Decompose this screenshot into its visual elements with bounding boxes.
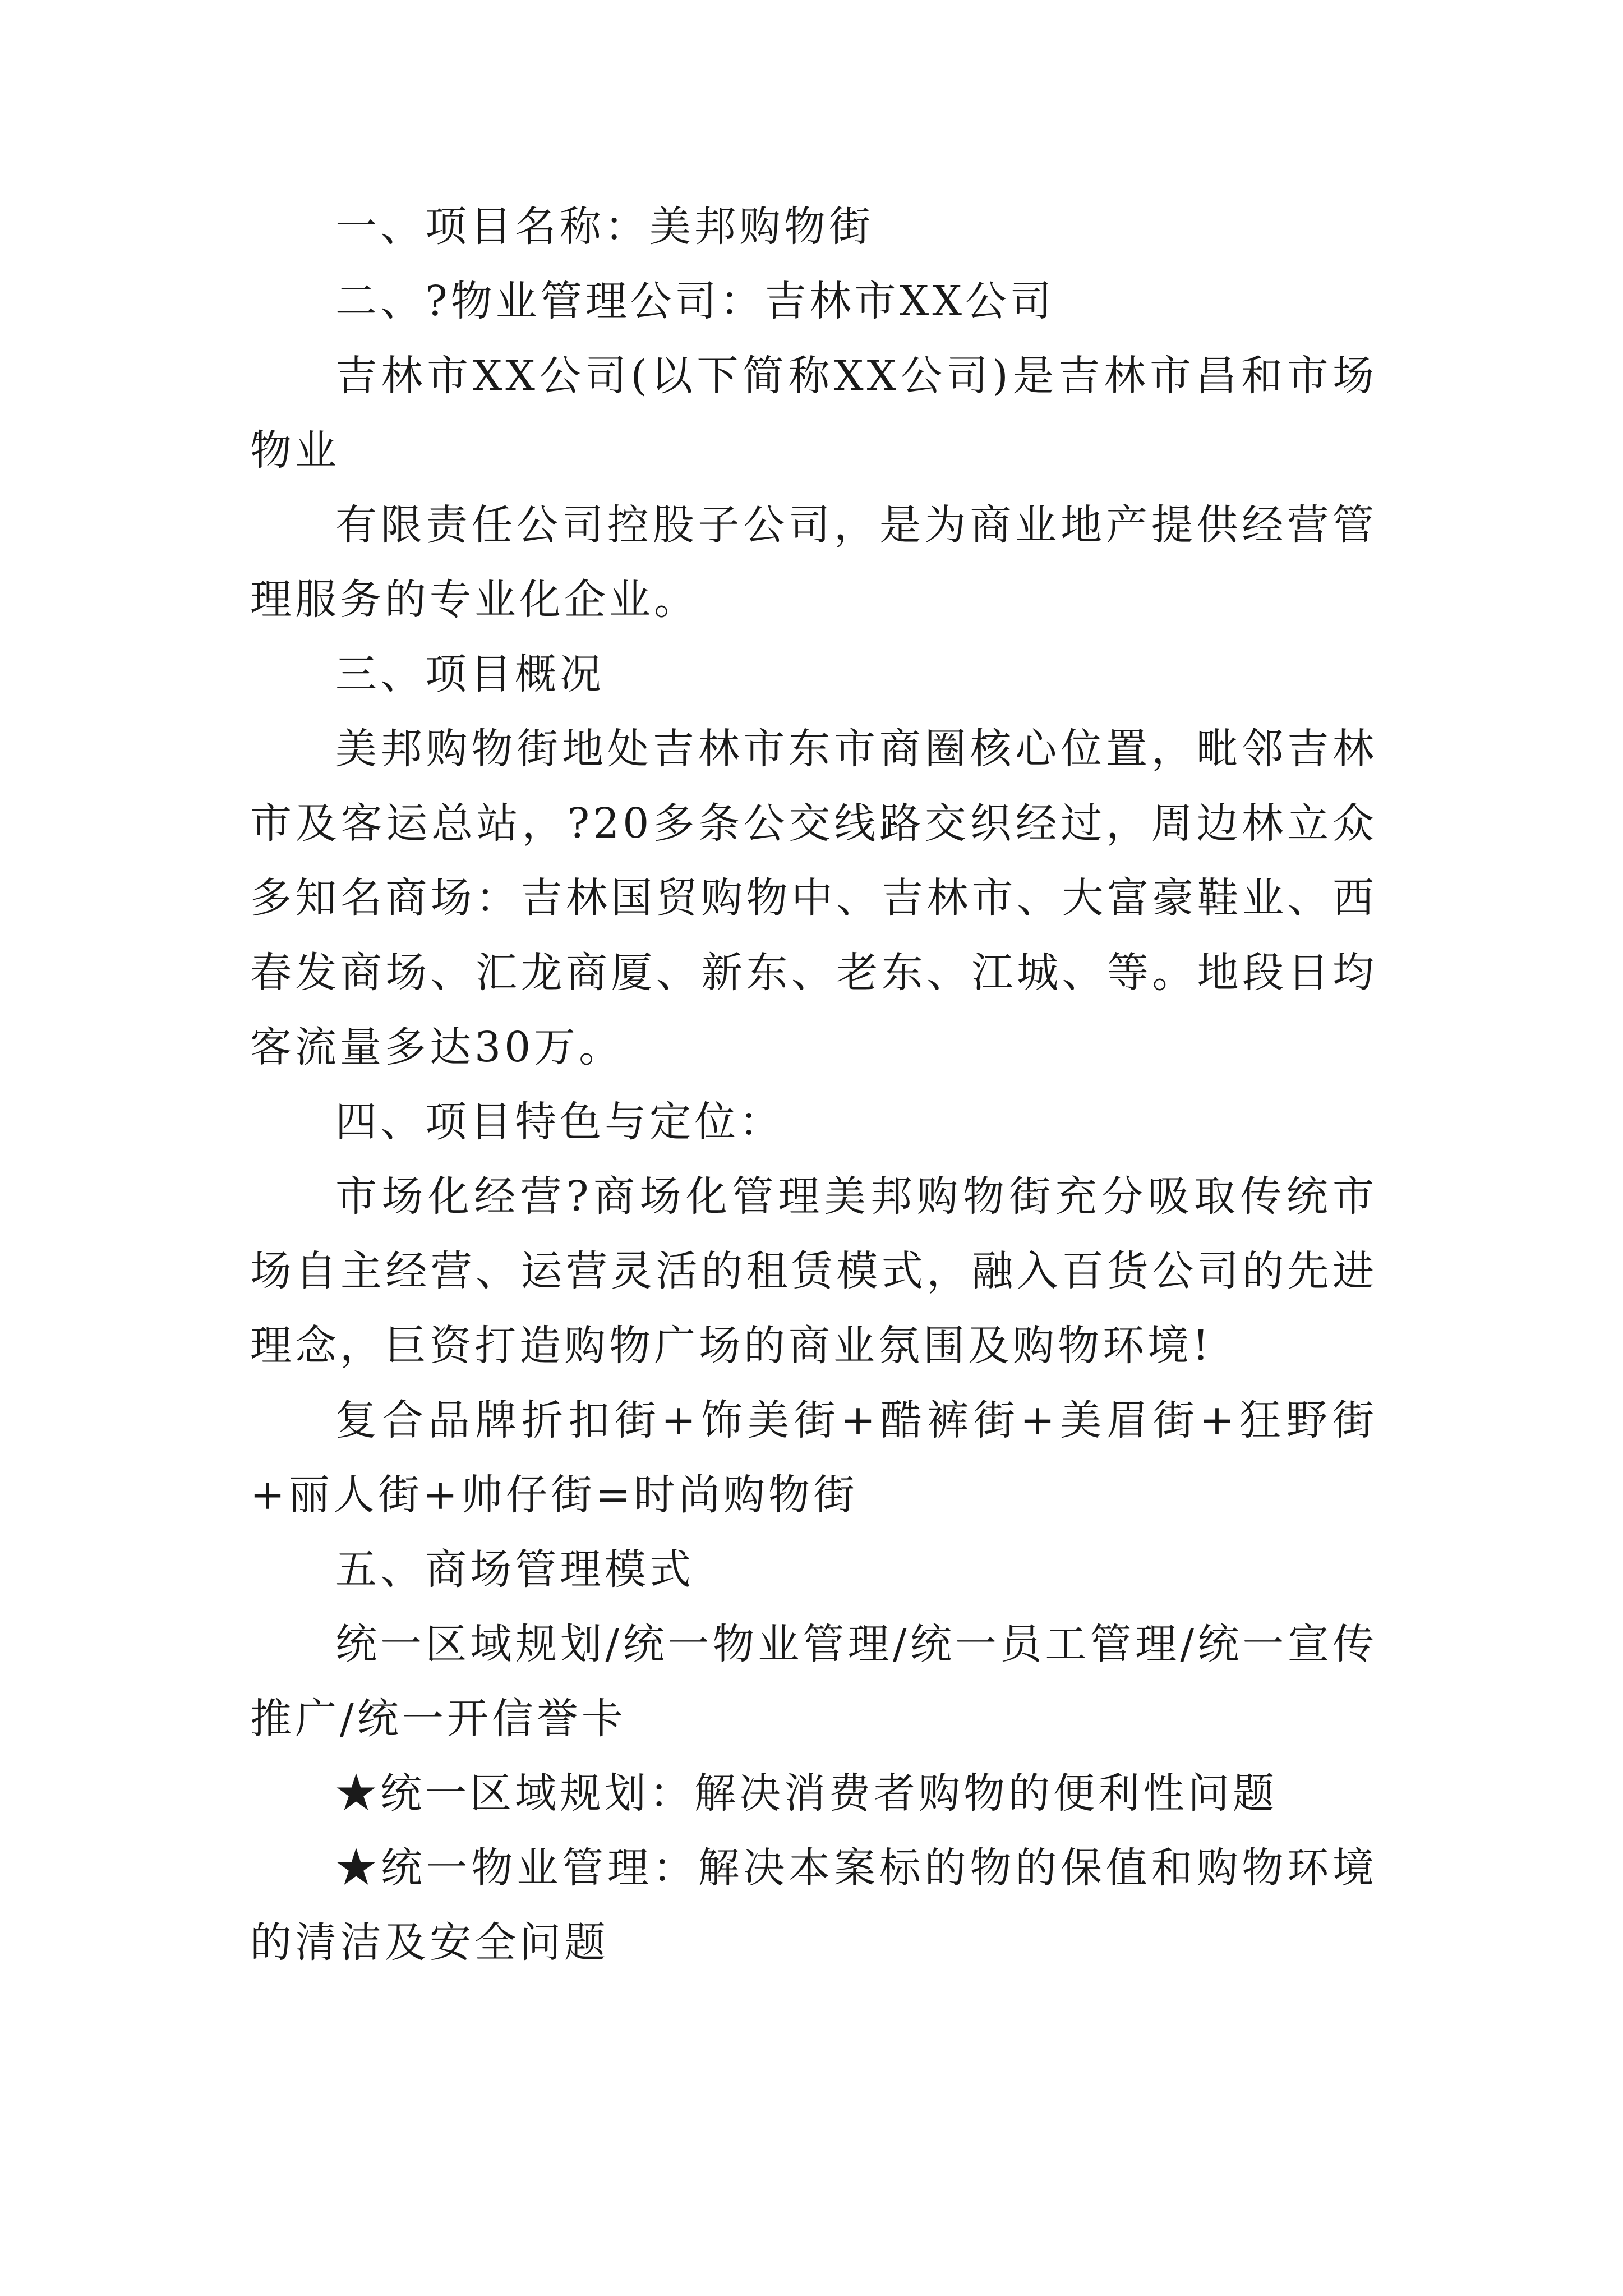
paragraph-brand-streets: 复合品牌折扣街+饰美街+酷裤街+美眉街+狂野街+丽人街+帅仔街=时尚购物街: [250, 1396, 1377, 1519]
document-body: [250, 190, 1377, 1980]
paragraph-unified-management: 统一区域规划/统一物业管理/统一员工管理/统一宣传推广/统一开信誉卡: [250, 1620, 1377, 1743]
paragraph-property-company: 二、?物业管理公司：吉林市XX公司: [335, 277, 1055, 325]
paragraph-company-description: 有限责任公司控股子公司，是为商业地产提供经营管理服务的专业化企业。: [250, 501, 1377, 624]
paragraph-unified-property: ★统一物业管理：解决本案标的物的保值和购物环境的清洁及安全问题: [250, 1844, 1377, 1967]
heading-features-positioning: 四、项目特色与定位：: [335, 1098, 784, 1146]
paragraph-project-overview: 美邦购物街地处吉林市东市商圈核心位置，毗邻吉林市及客运总站，?20多条公交线路交织经过，周边林立众多知名商场：吉林国贸购物中、吉林市、大富豪鞋业、西春发商场、汇龙商厦、新东、老东、江城、等。地段日均客流量多达30万。: [250, 725, 1377, 1071]
heading-management-mode: 五、商场管理模式: [335, 1545, 694, 1594]
paragraph-company-intro: 吉林市XX公司(以下简称XX公司)是吉林市昌和市场物业: [250, 352, 1377, 475]
paragraph-project-name: 一、项目名称：美邦购物街: [335, 203, 874, 251]
paragraph-unified-planning: ★统一区域规划：解决消费者购物的便利性问题: [335, 1769, 1278, 1818]
heading-project-overview: 三、项目概况: [335, 650, 605, 698]
paragraph-market-operation: 市场化经营?商场化管理美邦购物街充分吸取传统市场自主经营、运营灵活的租赁模式，融入百货公司的先进理念，巨资打造购物广场的商业氛围及购物环境!: [250, 1172, 1377, 1370]
